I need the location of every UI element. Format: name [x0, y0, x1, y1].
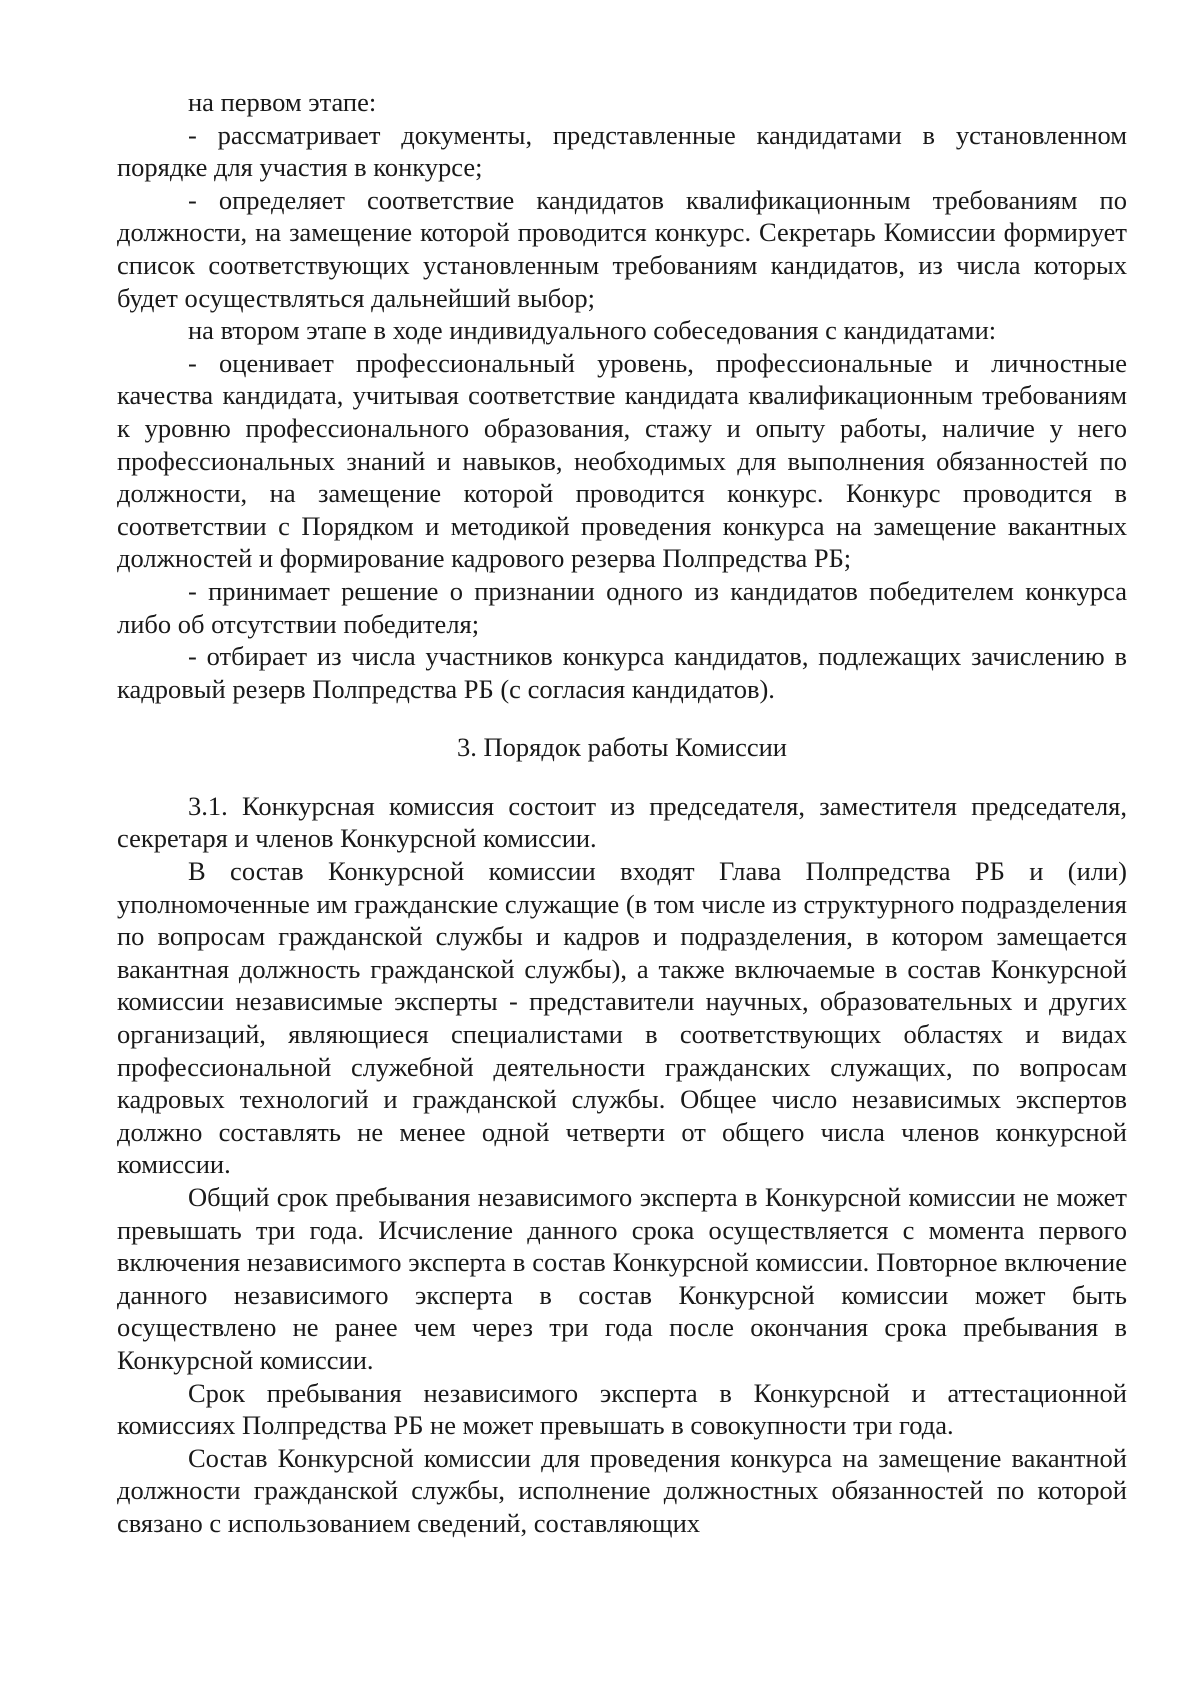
- paragraph: - определяет соответствие кандидатов квалификационным требованиям по должности, на замещение которой проводится конкурс. Секретарь Комиссии формирует список соответствующих установленным требованиям кандидатов, из числа которых будет осуществляться дальнейший выбор;: [117, 184, 1127, 313]
- paragraph: В состав Конкурсной комиссии входят Глава Полпредства РБ и (или) уполномоченные им гражданские служащие (в том числе из структурного подразделения по вопросам гражданской службы и кадров и подразделения, в котором замещается вакантная должность гражданской службы), а также включаемые в состав Конкурсной комиссии независимые эксперты - представители научных, образовательных и других организаций, являющиеся специалистами в соответствующих областях и видах профессиональной служебной деятельности гражданских служащих, по вопросам кадровых технологий и гражданской службы. Общее число независимых экспертов должно составлять не менее одной четверти от общего числа членов конкурсной комиссии.: [117, 856, 1127, 1180]
- paragraph: на первом этапе:: [188, 87, 377, 117]
- paragraph: Состав Конкурсной комиссии для проведения конкурса на замещение вакантной должности гражданской службы, исполнение должностных обязанностей по которой связано с использованием сведений, составляющих: [117, 1442, 1127, 1538]
- section-heading: 3. Порядок работы Комиссии: [457, 732, 787, 763]
- paragraph: Срок пребывания независимого эксперта в Конкурсной и аттестационной комиссиях Полпредства РБ не может превышать в совокупности три года.: [117, 1377, 1127, 1441]
- paragraph: 3.1. Конкурсная комиссия состоит из председателя, заместителя председателя, секретаря и членов Конкурсной комиссии.: [117, 790, 1127, 854]
- paragraph: - рассматривает документы, представленные кандидатами в установленном порядке для участия в конкурсе;: [117, 119, 1127, 183]
- paragraph: - принимает решение о признании одного из кандидатов победителем конкурса либо об отсутствии победителя;: [117, 575, 1127, 639]
- paragraph: - отбирает из числа участников конкурса кандидатов, подлежащих зачислению в кадровый резерв Полпредства РБ (с согласия кандидатов).: [117, 641, 1127, 704]
- paragraph: на втором этапе в ходе индивидуального собеседования с кандидатами:: [188, 315, 997, 346]
- paragraph: - оценивает профессиональный уровень, профессиональные и личностные качества кандидата, учитывая соответствие кандидата квалификационным требованиям к уровню профессионального образования, стажу и опыту работы, наличие у него профессиональных знаний и навыков, необходимых для выполнения обязанностей по должности, на замещение которой проводится конкурс. Конкурс проводится в соответствии с Порядком и методикой проведения конкурса на замещение вакантных должностей и формирование кадрового резерва Полпредства РБ;: [117, 347, 1127, 574]
- paragraph: Общий срок пребывания независимого эксперта в Конкурсной комиссии не может превышать три года. Исчисление данного срока осуществляется с момента первого включения независимого эксперта в состав Конкурсной комиссии. Повторное включение данного независимого эксперта в состав Конкурсной комиссии может быть осуществлено не ранее чем через три года после окончания срока пребывания в Конкурсной комиссии.: [117, 1182, 1127, 1375]
- document-body: [117, 86, 1127, 1540]
